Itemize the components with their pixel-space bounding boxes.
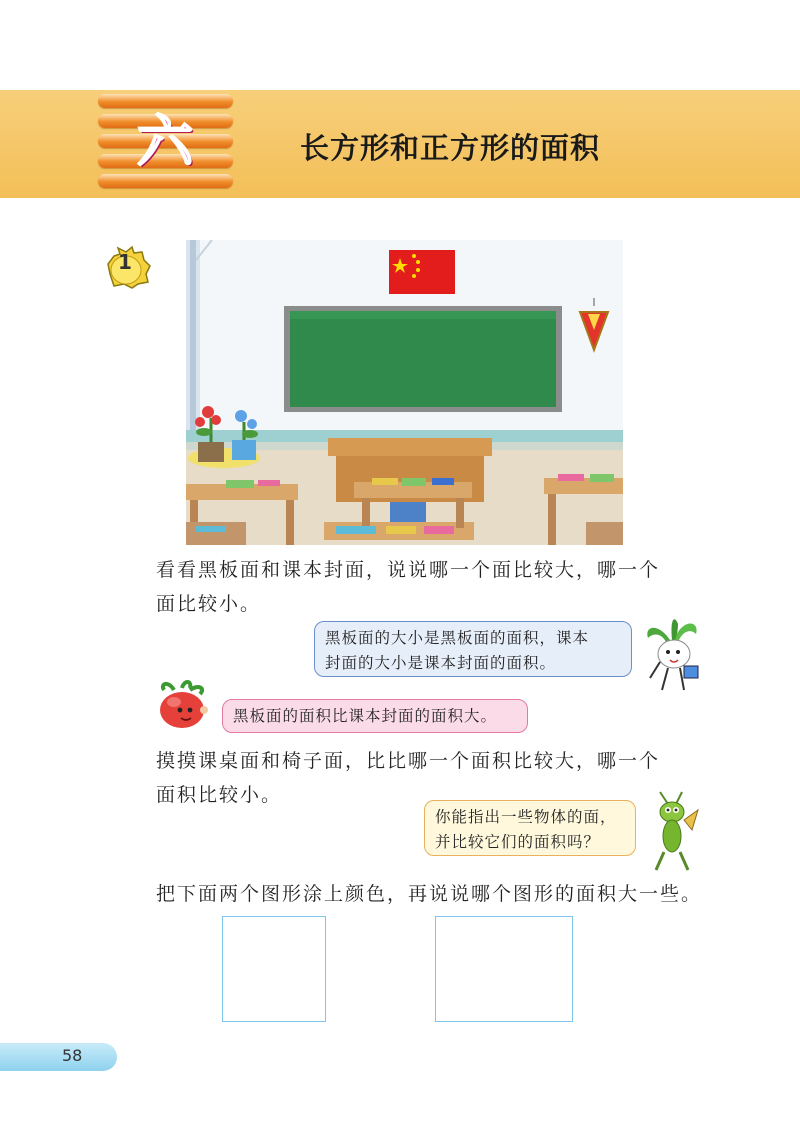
chinese-flag-icon [389, 250, 455, 294]
speech-bubble-pink-text: 黑板面的面积比课本封面的面积大。 [233, 707, 498, 725]
speech-bubble-yellow-line1: 你能指出一些物体的面， [435, 808, 617, 826]
speech-bubble-blue-line1: 黑板面的大小是黑板面的面积，课本 [325, 629, 590, 647]
page-number-tab [0, 1043, 117, 1071]
classroom-illustration [186, 240, 623, 545]
body-text-line2: 面比较小。 [156, 593, 262, 615]
body-text-line4: 面积比较小。 [156, 784, 283, 806]
speech-bubble-blue [314, 621, 632, 677]
shape-rectangle-right[interactable] [435, 916, 573, 1022]
speech-bubble-yellow [424, 800, 636, 856]
tomato-character-icon [156, 680, 212, 730]
shape-square-left[interactable] [222, 916, 326, 1022]
chapter-number: 六 [137, 110, 193, 175]
radish-character-icon [640, 612, 702, 696]
speech-bubble-pink [222, 699, 528, 733]
grasshopper-character-icon [648, 790, 700, 874]
chapter-title: 长方形和正方形的面积 [300, 131, 601, 165]
speech-bubble-blue-line2: 封面的大小是课本封面的面积。 [325, 654, 557, 672]
speech-bubble-yellow-line2: 并比较它们的面积吗？ [435, 833, 601, 851]
body-text-line5: 把下面两个图形涂上颜色，再说说哪个图形的面积大一些。 [156, 883, 703, 905]
body-text-line3: 摸摸课桌面和椅子面，比比哪一个面积比较大，哪一个 [156, 750, 661, 772]
section-badge-number: 1 [118, 250, 132, 274]
page-number: 58 [62, 1046, 83, 1065]
body-text-line1: 看看黑板面和课本封面，说说哪一个面比较大，哪一个 [156, 559, 661, 581]
